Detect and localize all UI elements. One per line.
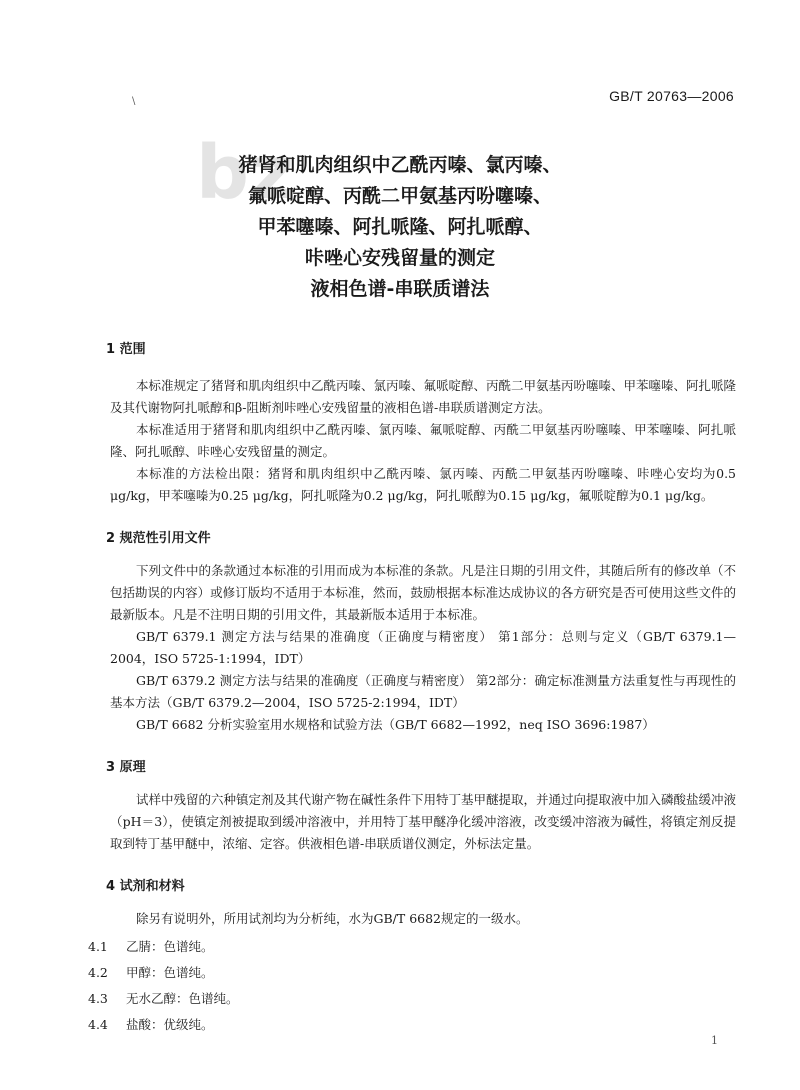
watermark: bz [196, 130, 297, 216]
paragraph: 本标准适用于猪肾和肌肉组织中乙酰丙嗪、氯丙嗪、氟哌啶醇、丙酰二甲氨基丙吩噻嗪、甲苯噻嗪、阿扎哌隆、阿扎哌醇、咔唑心安残留量的测定。 [110, 422, 736, 459]
item-number: 4.3 [88, 991, 108, 1006]
reference-entry: GB/T 6682 分析实验室用水规格和试验方法（GB/T 6682—1992，neq ISO 3696:1987） [136, 717, 655, 732]
paragraph: 本标准的方法检出限：猪肾和肌肉组织中乙酰丙嗪、氯丙嗪、丙酰二甲氨基丙吩噻嗪、咔唑心安均为0.5 μg/kg，甲苯噻嗪为0.25 μg/kg，阿扎哌隆为0.2 μg/kg，阿扎哌醇为0.15 μg/kg，氟哌啶醇为0.1 μg/kg。 [110, 466, 736, 503]
standard-number: GB/T 20763—2006 [609, 88, 734, 104]
list-item [88, 1012, 736, 1038]
title-line: 甲苯噻嗪、阿扎哌隆、阿扎哌醇、 [257, 216, 543, 238]
title-line: 液相色谱-串联质谱法 [310, 278, 490, 300]
document-body [88, 338, 737, 1038]
section-heading-reagents: 4 试剂和材料 [106, 879, 185, 894]
list-item [88, 960, 736, 986]
item-text: 盐酸：优级纯。 [126, 1017, 214, 1032]
section-heading-principle: 3 原理 [106, 760, 146, 775]
item-text: 甲醇：色谱纯。 [126, 965, 214, 980]
paragraph: 除另有说明外，所用试剂均为分析纯，水为GB/T 6682规定的一级水。 [136, 911, 529, 926]
page-number: 1 [711, 1034, 718, 1047]
document-title [0, 150, 800, 305]
paragraph: 试样中残留的六种镇定剂及其代谢产物在碱性条件下用特丁基甲醚提取，并通过向提取液中加入磷酸盐缓冲液（pH＝3），使镇定剂被提取到缓冲溶液中，并用特丁基甲醚净化缓冲溶液，改变缓冲溶液为碱性，将镇定剂反提取到特丁基甲醚中，浓缩、定容。供液相色谱-串联质谱仪测定，外标法定量。 [110, 792, 737, 851]
item-number: 4.2 [88, 965, 108, 980]
list-item [88, 934, 736, 960]
list-item [88, 986, 736, 1012]
section-heading-scope: 1 范围 [106, 342, 146, 357]
item-number: 4.4 [88, 1017, 108, 1032]
reference-entry: GB/T 6379.1 测定方法与结果的准确度（正确度与精密度） 第1部分：总则与定义（GB/T 6379.1—2004，ISO 5725-1:1994，IDT） [110, 629, 736, 666]
section-heading-normative-references: 2 规范性引用文件 [106, 531, 211, 546]
paragraph: 本标准规定了猪肾和肌肉组织中乙酰丙嗪、氯丙嗪、氟哌啶醇、丙酰二甲氨基丙吩噻嗪、甲苯噻嗪、阿扎哌隆及其代谢物阿扎哌醇和β-阻断剂咔唑心安残留量的液相色谱-串联质谱测定方法。 [110, 378, 737, 415]
title-line: 猪肾和肌肉组织中乙酰丙嗪、氯丙嗪、 [238, 154, 562, 176]
item-text: 乙腈：色谱纯。 [126, 939, 214, 954]
item-text: 无水乙醇：色谱纯。 [126, 991, 239, 1006]
scan-mark: \ [132, 96, 136, 107]
title-line: 氟哌啶醇、丙酰二甲氨基丙吩噻嗪、 [247, 185, 552, 207]
title-line: 咔唑心安残留量的测定 [304, 247, 495, 269]
item-number: 4.1 [88, 939, 108, 954]
reference-entry: GB/T 6379.2 测定方法与结果的准确度（正确度与精密度） 第2部分：确定标准测量方法重复性与再现性的基本方法（GB/T 6379.2—2004，ISO 5725-2:1994，IDT） [110, 673, 736, 710]
paragraph: 下列文件中的条款通过本标准的引用而成为本标准的条款。凡是注日期的引用文件，其随后所有的修改单（不包括勘误的内容）或修订版均不适用于本标准，然而，鼓励根据本标准达成协议的各方研究是否可使用这些文件的最新版本。凡是不注明日期的引用文件，其最新版本适用于本标准。 [110, 563, 737, 622]
